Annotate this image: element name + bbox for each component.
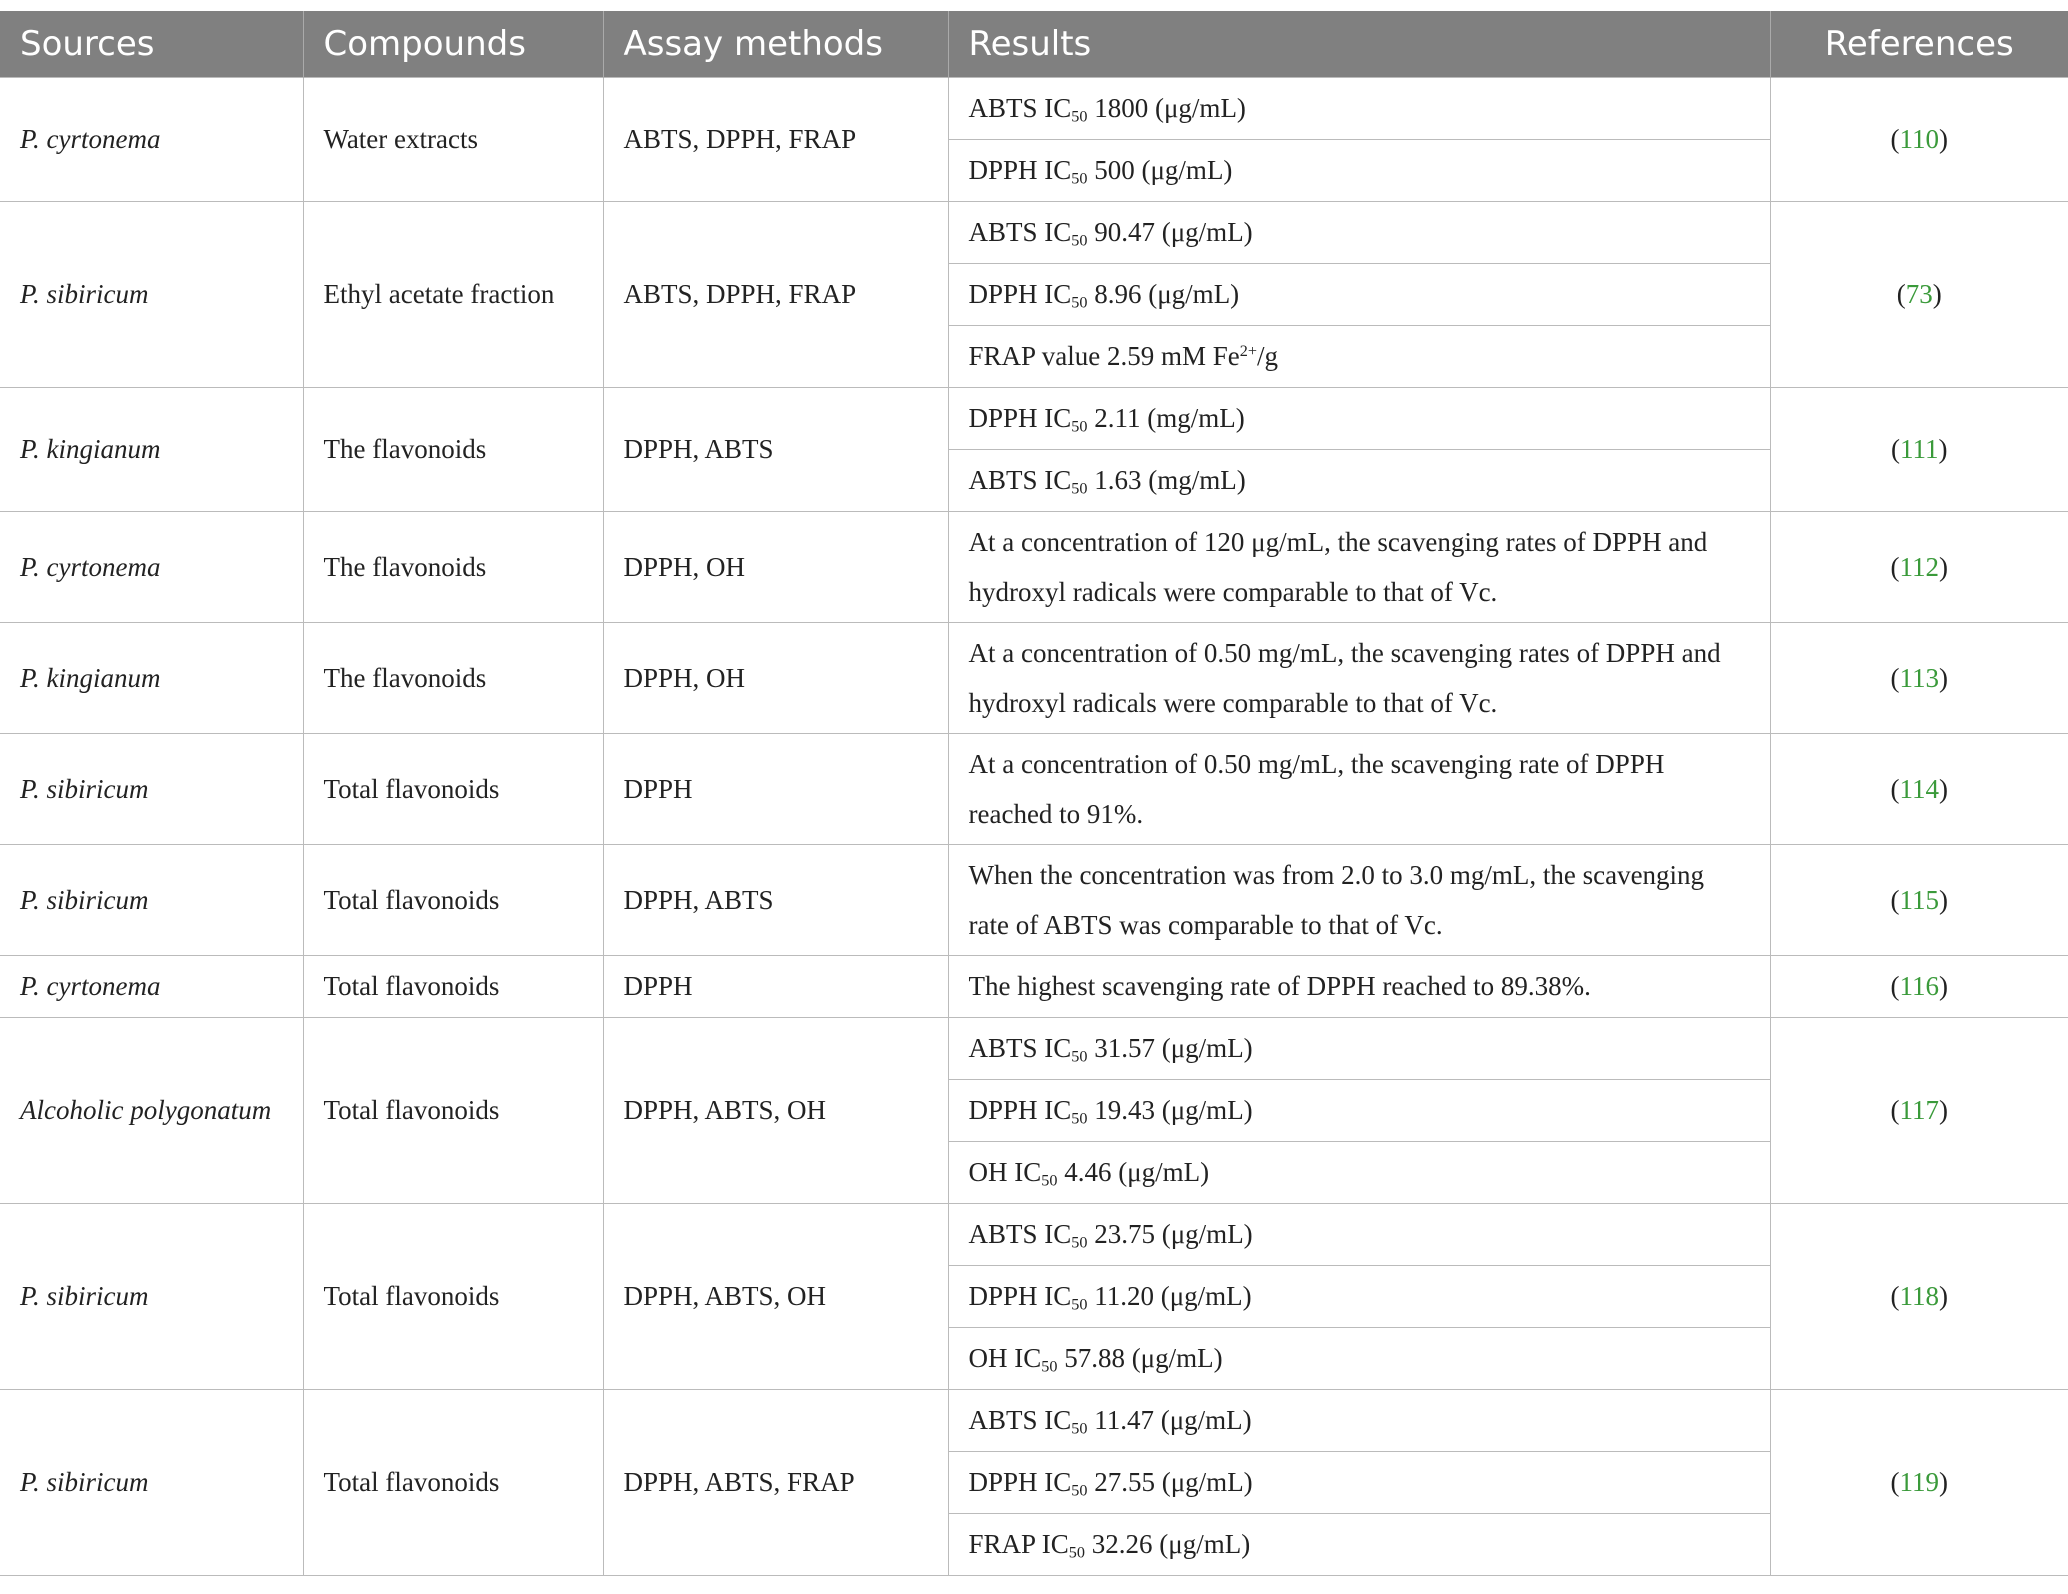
result-text: ABTS IC	[968, 465, 1072, 495]
source-cell: P. sibiricum	[0, 1389, 303, 1575]
table-body	[0, 77, 2068, 1575]
result-text: 1800 (μg/mL)	[1087, 93, 1246, 123]
source-cell: P. sibiricum	[0, 844, 303, 955]
header-compounds: Compounds	[303, 11, 603, 77]
result-subscript: 50	[1071, 1047, 1088, 1066]
table-row	[0, 1203, 2068, 1265]
reference-link[interactable]: 117	[1899, 1095, 1939, 1125]
table-row	[0, 622, 2068, 733]
result-text: 11.20 (μg/mL)	[1087, 1281, 1252, 1311]
result-cell	[948, 1017, 1770, 1079]
reference-cell: (117)	[1770, 1017, 2068, 1203]
result-subscript: 50	[1071, 1481, 1088, 1500]
result-cell	[948, 325, 1770, 387]
result-cell	[948, 1141, 1770, 1203]
reference-link[interactable]: 73	[1905, 279, 1933, 309]
result-cell	[948, 1389, 1770, 1451]
assay-cell: DPPH, ABTS, OH	[603, 1203, 948, 1389]
result-text: The highest scavenging rate of DPPH reached to 89.38%.	[968, 971, 1591, 1001]
result-text: 4.46 (μg/mL)	[1057, 1157, 1210, 1187]
source-cell: P. kingianum	[0, 387, 303, 511]
result-text: DPPH IC	[968, 1467, 1072, 1497]
source-cell: P. cyrtonema	[0, 955, 303, 1017]
reference-link[interactable]: 114	[1899, 773, 1939, 804]
result-text: 32.26 (μg/mL)	[1084, 1529, 1251, 1559]
reference-link[interactable]: 116	[1899, 971, 1939, 1001]
result-text: FRAP value 2.59 mM Fe	[968, 341, 1240, 371]
source-cell: P. sibiricum	[0, 1203, 303, 1389]
result-cell	[948, 1327, 1770, 1389]
result-cell	[948, 1451, 1770, 1513]
result-cell	[948, 1513, 1770, 1575]
result-subscript: 50	[1068, 1543, 1085, 1562]
result-text: ABTS IC	[968, 1405, 1072, 1435]
result-subscript: 50	[1071, 1233, 1088, 1252]
reference-cell: (119)	[1770, 1389, 2068, 1575]
result-cell	[948, 139, 1770, 201]
result-text: /g	[1257, 341, 1279, 371]
result-subscript: 50	[1071, 417, 1088, 436]
assay-cell: DPPH, OH	[603, 511, 948, 622]
result-text: 23.75 (μg/mL)	[1087, 1219, 1253, 1249]
result-text: OH IC	[968, 1157, 1042, 1187]
compound-cell: Total flavonoids	[303, 955, 603, 1017]
reference-link[interactable]: 119	[1899, 1467, 1939, 1497]
header-sources: Sources	[0, 11, 303, 77]
result-text: At a concentration of 0.50 mg/mL, the scavenging rates of DPPH and hydroxyl radicals were comparable to that of Vc.	[968, 637, 1721, 718]
table-header	[0, 11, 2068, 77]
reference-link[interactable]: 112	[1899, 551, 1939, 582]
result-text: ABTS IC	[968, 93, 1072, 123]
result-text: 27.55 (μg/mL)	[1087, 1467, 1253, 1497]
result-cell	[948, 1079, 1770, 1141]
compound-cell: Total flavonoids	[303, 1389, 603, 1575]
result-text: FRAP IC	[968, 1529, 1069, 1559]
assay-cell: ABTS, DPPH, FRAP	[603, 201, 948, 387]
result-subscript: 50	[1071, 479, 1088, 498]
compound-cell: The flavonoids	[303, 511, 603, 622]
result-text: 31.57 (μg/mL)	[1087, 1033, 1253, 1063]
result-text: 57.88 (μg/mL)	[1057, 1343, 1223, 1373]
result-cell	[948, 622, 1770, 733]
compound-cell: Water extracts	[303, 77, 603, 201]
result-cell	[948, 387, 1770, 449]
source-cell: P. kingianum	[0, 622, 303, 733]
result-text: DPPH IC	[968, 1281, 1072, 1311]
reference-cell: (118)	[1770, 1203, 2068, 1389]
table-row	[0, 1389, 2068, 1451]
result-text: When the concentration was from 2.0 to 3.0 mg/mL, the scavenging rate of ABTS was comparable to that of Vc.	[968, 859, 1705, 940]
header-results: Results	[948, 11, 1770, 77]
assay-cell: DPPH, ABTS, FRAP	[603, 1389, 948, 1575]
result-subscript: 50	[1071, 1295, 1088, 1314]
result-text: ABTS IC	[968, 1033, 1072, 1063]
reference-link[interactable]: 115	[1899, 884, 1939, 915]
table-row	[0, 387, 2068, 449]
table-row	[0, 844, 2068, 955]
result-subscript: 50	[1071, 169, 1088, 188]
antioxidant-activity-table	[0, 11, 2068, 1576]
result-text: At a concentration of 120 μg/mL, the scavenging rates of DPPH and hydroxyl radicals were comparable to that of Vc.	[968, 526, 1708, 607]
result-superscript: 2+	[1239, 342, 1257, 361]
result-cell	[948, 1265, 1770, 1327]
result-cell	[948, 955, 1770, 1017]
reference-link[interactable]: 111	[1900, 434, 1939, 464]
table-row	[0, 201, 2068, 263]
reference-cell: (114)	[1770, 733, 2068, 844]
assay-cell: DPPH	[603, 733, 948, 844]
header-references: References	[1770, 11, 2068, 77]
antioxidant-table-container	[0, 11, 2068, 1576]
result-text: 19.43 (μg/mL)	[1087, 1095, 1253, 1125]
result-subscript: 50	[1071, 107, 1088, 126]
table-row	[0, 77, 2068, 139]
reference-cell: (111)	[1770, 387, 2068, 511]
result-cell	[948, 844, 1770, 955]
result-text: 8.96 (μg/mL)	[1087, 279, 1240, 309]
header-assay-methods: Assay methods	[603, 11, 948, 77]
reference-link[interactable]: 113	[1899, 662, 1939, 693]
reference-cell: (113)	[1770, 622, 2068, 733]
assay-cell: DPPH, ABTS	[603, 387, 948, 511]
source-cell: Alcoholic polygonatum	[0, 1017, 303, 1203]
result-text: DPPH IC	[968, 403, 1072, 433]
result-cell	[948, 263, 1770, 325]
result-text: ABTS IC	[968, 1219, 1072, 1249]
table-row	[0, 733, 2068, 844]
assay-cell: ABTS, DPPH, FRAP	[603, 77, 948, 201]
result-subscript: 50	[1071, 231, 1088, 250]
result-cell	[948, 733, 1770, 844]
assay-cell: DPPH, ABTS	[603, 844, 948, 955]
compound-cell: Total flavonoids	[303, 844, 603, 955]
source-cell: P. cyrtonema	[0, 511, 303, 622]
result-text: DPPH IC	[968, 279, 1072, 309]
compound-cell: Total flavonoids	[303, 1203, 603, 1389]
result-subscript: 50	[1071, 293, 1088, 312]
table-row	[0, 955, 2068, 1017]
result-text: 11.47 (μg/mL)	[1087, 1405, 1252, 1435]
result-cell	[948, 201, 1770, 263]
assay-cell: DPPH, OH	[603, 622, 948, 733]
source-cell: P. sibiricum	[0, 733, 303, 844]
reference-cell: (112)	[1770, 511, 2068, 622]
header-row	[0, 11, 2068, 77]
source-cell: P. cyrtonema	[0, 77, 303, 201]
result-text: DPPH IC	[968, 1095, 1072, 1125]
result-subscript: 50	[1041, 1357, 1058, 1376]
reference-cell: (115)	[1770, 844, 2068, 955]
result-text: OH IC	[968, 1343, 1042, 1373]
result-cell	[948, 1203, 1770, 1265]
result-subscript: 50	[1071, 1419, 1088, 1438]
result-text: At a concentration of 0.50 mg/mL, the scavenging rate of DPPH reached to 91%.	[968, 748, 1665, 829]
source-cell: P. sibiricum	[0, 201, 303, 387]
reference-link[interactable]: 118	[1899, 1281, 1939, 1311]
result-text: ABTS IC	[968, 217, 1072, 247]
table-row	[0, 511, 2068, 622]
compound-cell: The flavonoids	[303, 387, 603, 511]
assay-cell: DPPH, ABTS, OH	[603, 1017, 948, 1203]
table-row	[0, 1017, 2068, 1079]
compound-cell: Total flavonoids	[303, 1017, 603, 1203]
compound-cell: The flavonoids	[303, 622, 603, 733]
reference-cell: (116)	[1770, 955, 2068, 1017]
compound-cell: Total flavonoids	[303, 733, 603, 844]
result-text: DPPH IC	[968, 155, 1072, 185]
reference-cell: (73)	[1770, 201, 2068, 387]
reference-cell: (110)	[1770, 77, 2068, 201]
result-text: 90.47 (μg/mL)	[1087, 217, 1253, 247]
result-cell	[948, 449, 1770, 511]
result-text: 2.11 (mg/mL)	[1087, 403, 1245, 433]
result-cell	[948, 77, 1770, 139]
result-cell	[948, 511, 1770, 622]
result-subscript: 50	[1041, 1171, 1058, 1190]
result-text: 500 (μg/mL)	[1087, 155, 1233, 185]
result-text: 1.63 (mg/mL)	[1087, 465, 1246, 495]
result-subscript: 50	[1071, 1109, 1088, 1128]
compound-cell: Ethyl acetate fraction	[303, 201, 603, 387]
reference-link[interactable]: 110	[1899, 124, 1939, 154]
assay-cell: DPPH	[603, 955, 948, 1017]
